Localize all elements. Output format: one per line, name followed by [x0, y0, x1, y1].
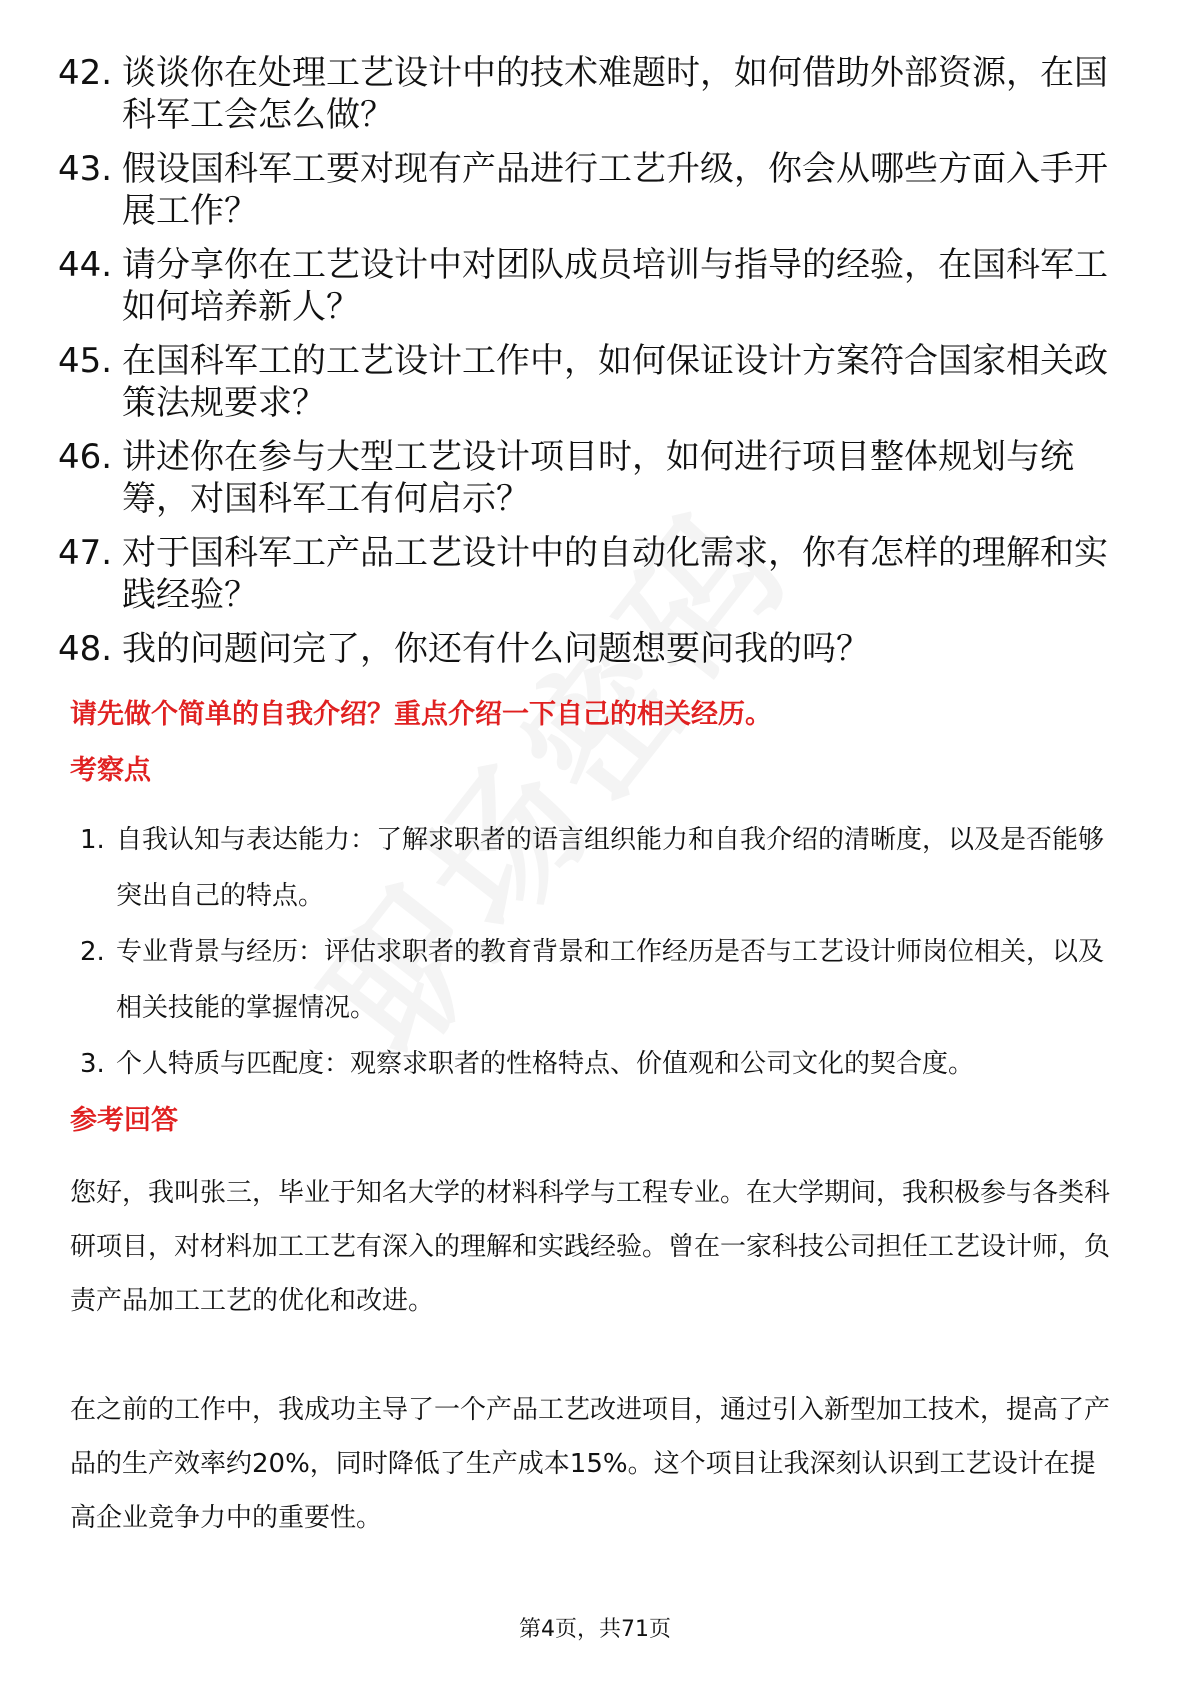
- question-text: 讲述你在参与大型工艺设计项目时，如何进行项目整体规划与统筹，对国科军工有何启示？: [122, 437, 1074, 519]
- question-number: 45.: [58, 341, 113, 381]
- question-number: 47.: [58, 533, 113, 573]
- question-list: [58, 52, 1118, 682]
- question-text: 请分享你在工艺设计中对团队成员培训与指导的经验，在国科军工如何培养新人？: [122, 245, 1108, 327]
- question-number: 43.: [58, 149, 113, 189]
- point-text: 自我认知与表达能力：了解求职者的语言组织能力和自我介绍的清晰度，以及是否能够突出自己的特点。: [116, 825, 1105, 911]
- question-text: 对于国科军工产品工艺设计中的自动化需求，你有怎样的理解和实践经验？: [122, 533, 1108, 615]
- question-item: [58, 532, 1118, 616]
- question-text: 我的问题问完了，你还有什么问题想要问我的吗？: [122, 629, 870, 669]
- point-number: 2.: [80, 937, 105, 967]
- question-item: [58, 52, 1118, 136]
- question-number: 46.: [58, 437, 113, 477]
- main-question: 请先做个简单的自我介绍？重点介绍一下自己的相关经历。: [70, 699, 772, 730]
- points-heading: 考察点: [70, 755, 151, 786]
- page-footer: 第4页，共71页: [519, 1617, 671, 1642]
- answer-paragraph: 在之前的工作中，我成功主导了一个产品工艺改进项目，通过引入新型加工技术，提高了产品的生产效率约20%，同时降低了生产成本15%。这个项目让我深刻认识到工艺设计在提高企业竞争力中的重要性。: [70, 1395, 1111, 1533]
- question-text: 谈谈你在处理工艺设计中的技术难题时，如何借助外部资源，在国科军工会怎么做？: [122, 53, 1108, 135]
- points-list: [80, 812, 1110, 1092]
- question-number: 42.: [58, 53, 113, 93]
- question-text: 在国科军工的工艺设计工作中，如何保证设计方案符合国家相关政策法规要求？: [122, 341, 1108, 423]
- question-item: [58, 244, 1118, 328]
- question-number: 44.: [58, 245, 113, 285]
- point-number: 1.: [80, 825, 105, 855]
- question-item: [58, 148, 1118, 232]
- point-number: 3.: [80, 1049, 105, 1079]
- question-item: [58, 628, 1118, 670]
- answer-heading: 参考回答: [70, 1105, 178, 1136]
- point-text: 专业背景与经历：评估求职者的教育背景和工作经历是否与工艺设计师岗位相关，以及相关技能的掌握情况。: [116, 937, 1105, 1023]
- question-item: [58, 340, 1118, 424]
- answer-paragraph: 您好，我叫张三，毕业于知名大学的材料科学与工程专业。在大学期间，我积极参与各类科研项目，对材料加工工艺有深入的理解和实践经验。曾在一家科技公司担任工艺设计师，负责产品加工工艺的优化和改进。: [70, 1178, 1111, 1316]
- question-number: 48.: [58, 629, 113, 669]
- point-text: 个人特质与匹配度：观察求职者的性格特点、价值观和公司文化的契合度。: [116, 1049, 975, 1079]
- question-item: [58, 436, 1118, 520]
- question-text: 假设国科军工要对现有产品进行工艺升级，你会从哪些方面入手开展工作？: [122, 149, 1108, 231]
- point-item: [80, 812, 1110, 924]
- point-item: [80, 924, 1110, 1036]
- point-item: [80, 1036, 1110, 1092]
